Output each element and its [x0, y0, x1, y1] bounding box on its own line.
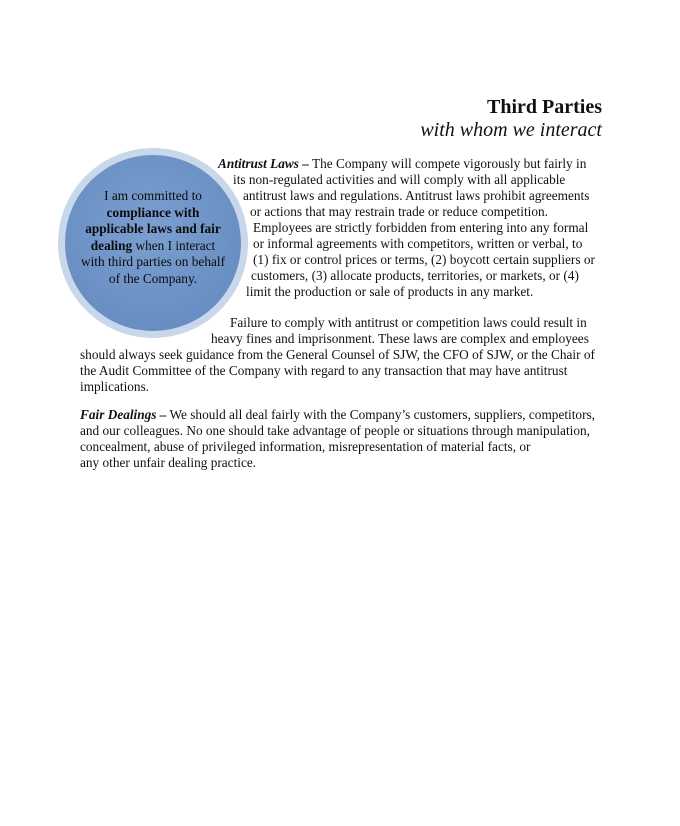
fair-dealings-line: [80, 407, 595, 423]
antitrust-line: customers, (3) allocate products, territories, or markets, or (4): [251, 268, 579, 283]
antitrust-line: (1) fix or control prices or terms, (2) boycott certain suppliers or: [253, 252, 595, 267]
page-subtitle: with whom we interact: [420, 119, 602, 141]
antitrust-line: [218, 156, 586, 172]
callout-text-start: I am committed to: [104, 188, 202, 203]
page-title: Third Parties: [487, 96, 602, 118]
antitrust-line: or actions that may restrain trade or reduce competition.: [250, 204, 548, 219]
failure-line: implications.: [80, 379, 150, 394]
fair-dealings-line: any other unfair dealing practice.: [80, 455, 257, 470]
failure-line: Failure to comply with antitrust or competition laws could result in: [230, 315, 587, 330]
callout-text-end: when I interact with third parties on behalf of the Company.: [80, 237, 225, 286]
callout-text-bold: compliance with applicable laws and fair dealing: [85, 204, 221, 253]
antitrust-line: limit the production or sale of products in any market.: [246, 284, 534, 299]
failure-line: should always seek guidance from the General Counsel of SJW, the CFO of SJW, or the Chair of: [80, 347, 595, 362]
failure-line: heavy fines and imprisonment. These laws are complex and employees: [211, 331, 589, 346]
callout-circle: [58, 148, 248, 338]
fair-dealings-line: concealment, abuse of privileged information, misrepresentation of material facts, or: [80, 439, 531, 454]
antitrust-line: Employees are strictly forbidden from entering into any formal: [253, 220, 589, 235]
fair-dealings-heading: Fair Dealings –: [80, 407, 167, 422]
antitrust-line: or informal agreements with competitors, written or verbal, to: [253, 236, 583, 251]
failure-line: the Audit Committee of the Company with regard to any transaction that may have antitrust: [80, 363, 568, 378]
fair-dealings-line-text: We should all deal fairly with the Company’s customers, suppliers, competitors,: [166, 407, 595, 422]
fair-dealings-line: and our colleagues. No one should take advantage of people or situations through manipulation,: [80, 423, 590, 438]
antitrust-line: its non-regulated activities and will comply with all applicable: [233, 172, 566, 187]
antitrust-line: antitrust laws and regulations. Antitrust laws prohibit agreements: [243, 188, 590, 203]
callout-text: [78, 188, 228, 287]
antitrust-line-text: The Company will compete vigorously but fairly in: [308, 156, 587, 171]
antitrust-heading: Antitrust Laws –: [218, 156, 309, 171]
